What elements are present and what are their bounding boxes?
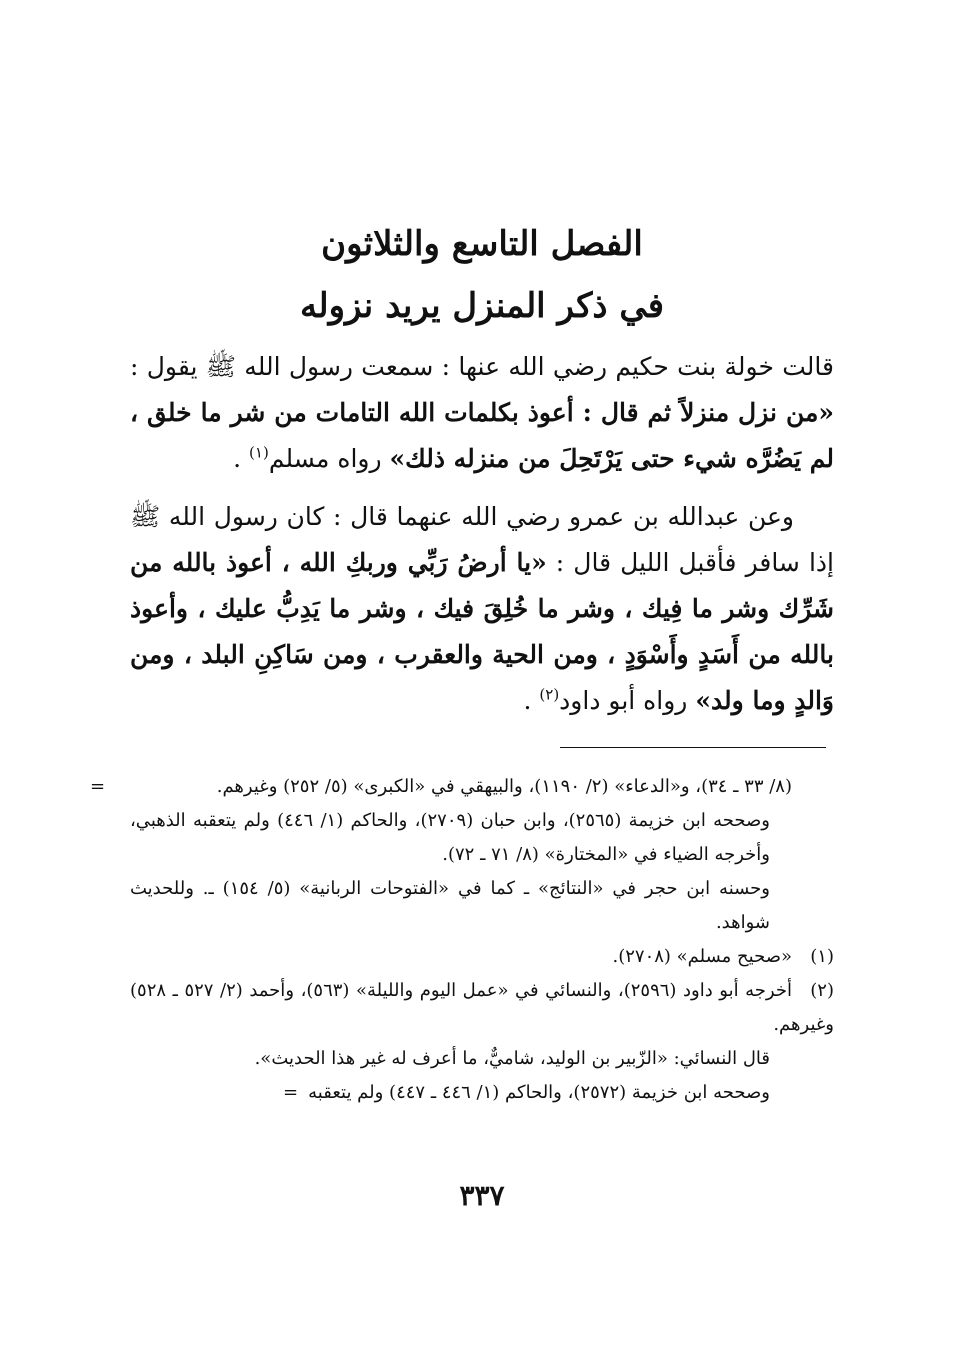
paragraph-intro: قالت خولة بنت حكيم رضي الله عنها : سمعت رسول الله ﷺ يقول :	[130, 352, 834, 381]
footnote-text: وصححه ابن خزيمة (٢٥٧٢)، والحاكم (١/ ٤٤٦ ـ ٤٤٧) ولم يتعقبه	[308, 1082, 770, 1103]
paragraph-abdullah-hadith	[130, 494, 834, 724]
footnote-2	[130, 974, 834, 1042]
sentence-end: .	[523, 686, 540, 715]
footnote-continuation	[90, 770, 834, 804]
continuation-mark: =	[283, 1082, 299, 1103]
footnote-text: أخرجه أبو داود (٢٥٩٦)، والنسائي في «عمل اليوم والليلة» (٥٦٣)، وأحمد (٢/ ٥٢٧ ـ ٥٢٨) وغيرهم.	[130, 980, 834, 1035]
footnote-cont-line: (٨/ ٣٣ ـ ٣٤)، و«الدعاء» (٢/ ١١٩٠)، والبيهقي في «الكبرى» (٥/ ٢٥٢) وغيرهم.	[216, 776, 792, 797]
footnotes-section	[90, 770, 834, 1110]
hadith-quote: «يا أرضُ رَبِّي وربكِ الله ، أعوذ بالله من شَرِّك وشر ما فِيك ، وشر ما خُلِقَ فيك ، وشر ما يَدِبُّ عليك ، وأعوذ بالله من أَسَدٍ وأَسْوَدٍ ، ومن الحية والعقرب ، ومن سَاكِنِ البلد ، ومن وَالدٍ وما ولد»	[130, 548, 834, 715]
footnote-number: (١)	[810, 946, 834, 967]
paragraph-intro: وعن عبدالله بن عمرو رضي الله عنهما قال : كان رسول الله ﷺ إذا سافر فأقبل الليل قال :	[130, 502, 834, 577]
attribution: رواه أبو داود	[559, 686, 696, 715]
continuation-mark: =	[90, 776, 106, 797]
footnote-number: (٢)	[810, 980, 834, 1001]
footnote-1	[130, 940, 834, 974]
footnote-cont-paragraph: وحسنه ابن حجر في «النتائج» ـ كما في «الفتوحات الربانية» (٥/ ١٥٤) ـ. وللحديث شواهد.	[130, 878, 770, 933]
footnote-divider	[560, 747, 826, 748]
attribution: رواه مسلم	[268, 444, 390, 473]
hadith-quote: «من نزل منزلاً ثم قال : أعوذ بكلمات الله التامات من شر ما خلق ، لم يَضُرَّه شيء حتى يَرْتَحِلَ من منزله ذلك»	[130, 398, 834, 473]
footnote-2-paragraph	[130, 1076, 834, 1110]
sentence-end: .	[233, 444, 250, 473]
footnote-reference-2[interactable]: (٢)	[539, 685, 560, 704]
paragraph-khawla-hadith	[130, 344, 834, 482]
chapter-title: الفصل التاسع والثلاثون	[321, 224, 643, 264]
footnote-text: «صحيح مسلم» (٢٧٠٨).	[612, 946, 792, 967]
page-number: ٣٣٧	[459, 1179, 505, 1212]
footnote-cont-paragraph: وصححه ابن خزيمة (٢٥٦٥)، وابن حبان (٢٧٠٩)، والحاكم (١/ ٤٤٦) ولم يتعقبه الذهبي، وأخرجه الضياء في «المختارة» (٨/ ٧١ ـ ٧٢).	[130, 810, 770, 865]
footnote-2-paragraph: قال النسائي: «الزّبير بن الوليد، شاميٌّ، ما أعرف له غير هذا الحديث».	[254, 1048, 770, 1069]
chapter-subtitle: في ذكر المنزل يريد نزوله	[300, 286, 664, 326]
footnote-reference-1[interactable]: (١)	[249, 443, 269, 462]
